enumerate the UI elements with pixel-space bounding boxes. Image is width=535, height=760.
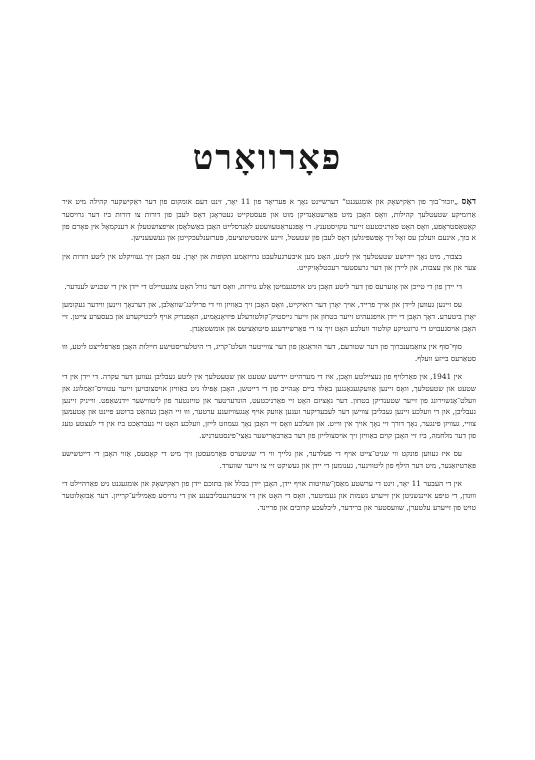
paragraph-text: עס איז געווען פונקט ווי שניט־צייט אויף די פעלדער, און גלייך ווי די שניטערס פאַרמעסטן זיך מיט די קאָסעס, אַזוי האָבן די דייטשישע פּאַרטיזאַנער, מיט דער הילף פון ליטווינער, גענומען די יידן און געשיקט זיי צו זייער שווערד.: [62, 449, 476, 471]
paragraph: [62, 478, 476, 513]
paragraph: [62, 196, 476, 244]
body-text: [62, 196, 476, 520]
paragraph-text: אין די העבער 11 יאָר, זינט די ערשטע מאַסן־שחיטות אויף יידן, האָבן יידן בכלל און בתוכם יידן פון ראַקישאָק און אומגעגנט ניט פאַרהיילט די וווּנדן, די טיפע אייננשניטן אין זייערע נשמות און געמיטער, וואָס די האָט אין די איבערגעבליבענע און די גרויסע פאַמיליע־קרייזן. דער אַבזאָלוטער טויט פון זייערע עלטערן, שוועסטער און ברידער, ליבלעכע קרובים און פריינד.: [62, 479, 476, 513]
page-title: פאָרוואָרט: [192, 138, 343, 178]
paragraph: [62, 371, 476, 442]
paragraph-text: „יזכור־בוך פון ראַקישאָק און אומגעגנט“ דערשיינט נאָך א פּעריאָד פון 11 יאָר, זינט דעם אומקום פון דער ראַקישקער קהילה מיט איר אַרומיקע שטעטלעך קהילות, וואָס האָבן מיט פאַרשטאַנדיקן מוט און פעסטקייט געטראָגן דאָס לעבן פון דורות צו דורות ביז דער גרויסער קאַטאַסטראָפע, וואָס האָט פאַרניכטעט זייער עקזיסטענץ. די אָפּגעראַטעוועטע לאַנדסלייט האָבן באַשלאָסן אויפצושטעלן א דענקמאָל אין פאָרם פון א בוך, אינעם וועלכן עס זאָל זיך אָפּשפּיגלען דאָס לעבן פון שטעטל, זיינע אינסטיטוציעס, פּערזענלעכקייטן און געשעענישן.: [62, 197, 476, 243]
paragraph-text: עס זיינען געווען ליידן און אויך פרייד, אויך יאָרן דער רואיקייט, וואָס האָבן זיך באַוויזן ווי די פרילינג־שוואַלבן, און דערנאָך זיינען ווידער געקומען יאָרן ביטערע. דאָך האָבן די יידן אויפגעהיט זייער בטחון און זייער גייסטיק־קולטורעלע פּיזיאָנאָמיע, האָפנדיק אויף ליכטיקערע און בעסערע צייטן. זיי האָבן אויסגעבויט די גרונטיקע קולטור וועלכע האָט זיך צו די פאַרשיידענע סיטואַציעס און אומשטאַנדן.: [62, 300, 476, 333]
paragraph-text: אין 1941, אין פאַרלויף פון געציילטע וואָכן, איז די מערהייט יידישע שטעט און שטעטלעך אין ליטע געבליבן נעווען דער עקרה. די יידן אין די שטעט און שטעטלעך, וואָס זיינען אַוועקגעגאַנגען באַלד ביים אָנהייב פון די דייטשן, האָבן אַפּילו ניט באַוויזן אויסצובויען זייער עטוויס־זאַמלונג און וועלט־אָנשוירונג פון זייער שטענדיקן בטחון. דער נאַציזם האָט זיי פאַרניכטעט, הונדערטער און טויזנטער פון ליטווישער יידנשאַפט. ווייניק זיינען געבליבן, און די וועלכע זיינען געבליבן צווישן דער לעבעדיקער זענען אַוועק אויף אָנגעוויזענע ערטער, וווּ זיי האָבן געהאַט ברוטע פיינט און אָטעמען צוויי, געוויזן פינגער, נאָך דורך זיי נאָך אויך אין ווייט. און וועלכע וואָס זיי האָבן נאָך געמוזט לייזן, וועלכע האָט זיי געבראַכט ביז אין די לעצטע טעג פון דער מלחמה, ביז זיי האָבן קוים באַוויזן זיך אויסצולייזן פון דער באַרבאַרישער נאַצי־פינסטערניש.: [62, 372, 476, 441]
paragraph: [62, 341, 476, 365]
paragraph: [62, 281, 476, 293]
paragraph: [62, 299, 476, 334]
paragraph-text: די יידן פון די טייכן און אָזערעס פון דער ליטע האָבן ניט אויסגעמיטן אַלע גזירות, וואָס דער גורל האָט צוגעטיילט די יידן אין די שכניש לענדער.: [64, 281, 462, 291]
paragraph: [62, 448, 476, 472]
paragraph-lead-word: דאָס: [461, 197, 476, 207]
paragraph: [62, 251, 476, 275]
paragraph-text: בצבור, מיט נאָך יידישע שטעטלעך אין ליטע, האָט מען איבערגעלעבט גרויזאַמע תקופות און יאָרן. עס האָבן זיך געוויקלט אין ליטע דורות אין צער און אין עצבות, און ליידן און דער גרעסטער רעכטלאָזיקייט.: [62, 251, 476, 273]
paragraph-text: סוף־סוף אין צוזאַמענברוך פון דער שטורעם, דער הוראַגאַן פון דער צווייטער וועלט־קריג, די היטלעריסטישע חיילות האָבן פאַרפלייצט ליטע, וווּ סטאַרעס בייזע וועלף.: [62, 341, 476, 363]
